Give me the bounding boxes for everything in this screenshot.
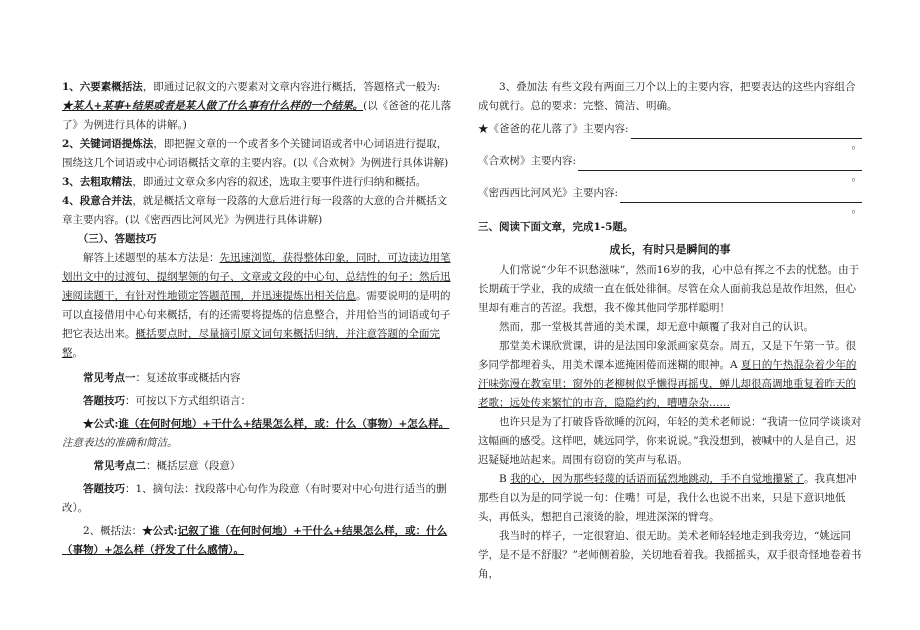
key-point-1-formula: ★公式:谁（在何时何地）+干什么+结果怎么样，或：什么（事物）+怎么样。 bbox=[83, 418, 450, 430]
story-paragraph-2: 然而，那一堂极其普通的美术课，却无意中颠覆了我对自己的认识。 bbox=[499, 321, 814, 333]
key-point-2-formula: 2、概括法：★公式:记叙了谁（在何时何地）+干什么+结果怎么样，或：什么（事物）+怎么样（抒发了什么感情）。 bbox=[62, 525, 448, 556]
section-heading-answer-skills: （三）、答题技巧 bbox=[77, 233, 157, 245]
answer-line-1-end: 。 bbox=[851, 139, 862, 151]
method-2: 2、关键词语提炼法，即把握文章的一个或者多个关键词语或者中心词语进行提取，围绕这几个词语或中心词语概括文章的主要内容。(以《合欢树》为例进行具体讲解) bbox=[62, 138, 449, 169]
key-point-1-note: 注意表达的准确和简洁。 bbox=[62, 437, 178, 449]
answer-blank-3[interactable] bbox=[620, 190, 862, 203]
right-column bbox=[478, 78, 862, 584]
reading-section-heading: 三、阅读下面文章，完成1-5题。 bbox=[478, 221, 634, 233]
answer-blank-1[interactable] bbox=[631, 126, 862, 139]
answer-line-3: 《密西西比河风光》主要内容: bbox=[478, 184, 862, 203]
story-paragraph-4: 也许只是为了打破昏昏欲睡的沉闷，年轻的美术老师说：“我请一位同学谈谈对这幅画的感受。这样吧，姚远同学，你来说说。”我没想到，被喊中的人是自己，迟迟疑疑地站起来。周围有窃窃的笑声与私语。 bbox=[478, 416, 862, 466]
answer-line-2: 《合欢树》主要内容: bbox=[478, 152, 862, 171]
answer-blank-2[interactable] bbox=[578, 158, 862, 171]
answer-line-3-end: 。 bbox=[851, 203, 862, 215]
method-4: 4、段意合并法，就是概括文章每一段落的大意后进行每一段落的大意的合并概括文章主要内容。(以《密西西比河风光》为例进行具体讲解) bbox=[62, 195, 448, 226]
key-point-2: 常见考点二：概括层意（段意） bbox=[93, 460, 241, 472]
story-title: 成长，有时只是瞬间的事 bbox=[609, 243, 731, 256]
key-point-1-skill: 答题技巧：可按以下方式组织语言： bbox=[83, 395, 251, 407]
method-3: 3、去粗取精法，即通过文章众多内容的叙述，选取主要事件进行归纳和概括。 bbox=[62, 176, 427, 188]
story-paragraph-1: 人们常说“少年不识愁滋味”，然而16岁的我，心中总有挥之不去的忧愁。由于长期疏于学业，我的成绩一直在低处徘徊。尽管在众人面前我总是故作坦然，但心里却有难言的苦涩。我想，我不像其他同学那样聪明！ bbox=[478, 264, 860, 314]
answer-line-1: ★《爸爸的花儿落了》主要内容: bbox=[478, 120, 862, 139]
story-paragraph-3: 那堂美术课欣赏课，讲的是法国印象派画家莫奈。周五，又是下午第一节。很多同学都埋着头，用美术课本遮掩困倦而迷糊的眼神。A 夏日的午热混杂着少年的汗味弥漫在教室里；窗外的老柳树似乎懒得再摇曳，蝉儿却很高调地重复着昨天的老歌；远处传来繁忙的市音，隐隐约约，嘈嘈杂杂…… bbox=[478, 340, 857, 409]
story-paragraph-5: B 我的心，因为那些轻蔑的话语而猛烈地跳动，手不自觉地攥紧了。我真想冲那些自以为是的同学说一句：住嘴！可是，我什么也说不出来，只是下意识地低头，再低头，想把自己滚烫的脸，埋进深深的臂弯。 bbox=[478, 473, 857, 523]
key-point-1: 常见考点一：复述故事或概括内容 bbox=[83, 372, 241, 384]
method-1: 1、六要素概括法，即通过记叙文的六要素对文章内容进行概括，答题格式一般为: bbox=[62, 81, 441, 93]
method-1-formula: ★某人+某事+结果或者是某人做了什么事有什么样的一个结果。(以《爸爸的花儿落了》为例进行具体的讲解。) bbox=[62, 100, 452, 131]
basic-method-paragraph: 解答上述题型的基本方法是：先迅速浏览，获得整体印象，同时，可边读边用笔划出文中的过渡句、提纲挈领的句子、文章或文段的中心句、总结性的句子；然后迅速阅读题干，有针对性地锁定答题范围，并迅速提炼出相关信息。需要说明的是明的可以直接借用中心句来概括，有的还需要将提炼的信息整合，并用恰当的词语或句子把它表达出来。概括要点时，尽量摘引原文词句来概括归纳，并注意答题的全面完整。 bbox=[62, 252, 451, 359]
left-column bbox=[62, 78, 452, 560]
answer-line-2-end: 。 bbox=[851, 171, 862, 183]
story-paragraph-6: 我当时的样子，一定很窘迫、很无助。美术老师轻轻地走到我旁边，“姚远同学，是不是不舒服？”老师侧着脸，关切地看着我。我摇摇头，双手很奇怪地卷着书角， bbox=[478, 530, 862, 580]
key-point-2-skill: 答题技巧：1、摘句法：找段落中心句作为段意（有时要对中心句进行适当的删改）。 bbox=[62, 483, 447, 514]
method-3-overlay: 3、叠加法 有些文段有两面三刀个以上的主要内容，把要表达的这些内容组合成句就行。总的要求：完整、简洁、明确。 bbox=[478, 81, 856, 112]
